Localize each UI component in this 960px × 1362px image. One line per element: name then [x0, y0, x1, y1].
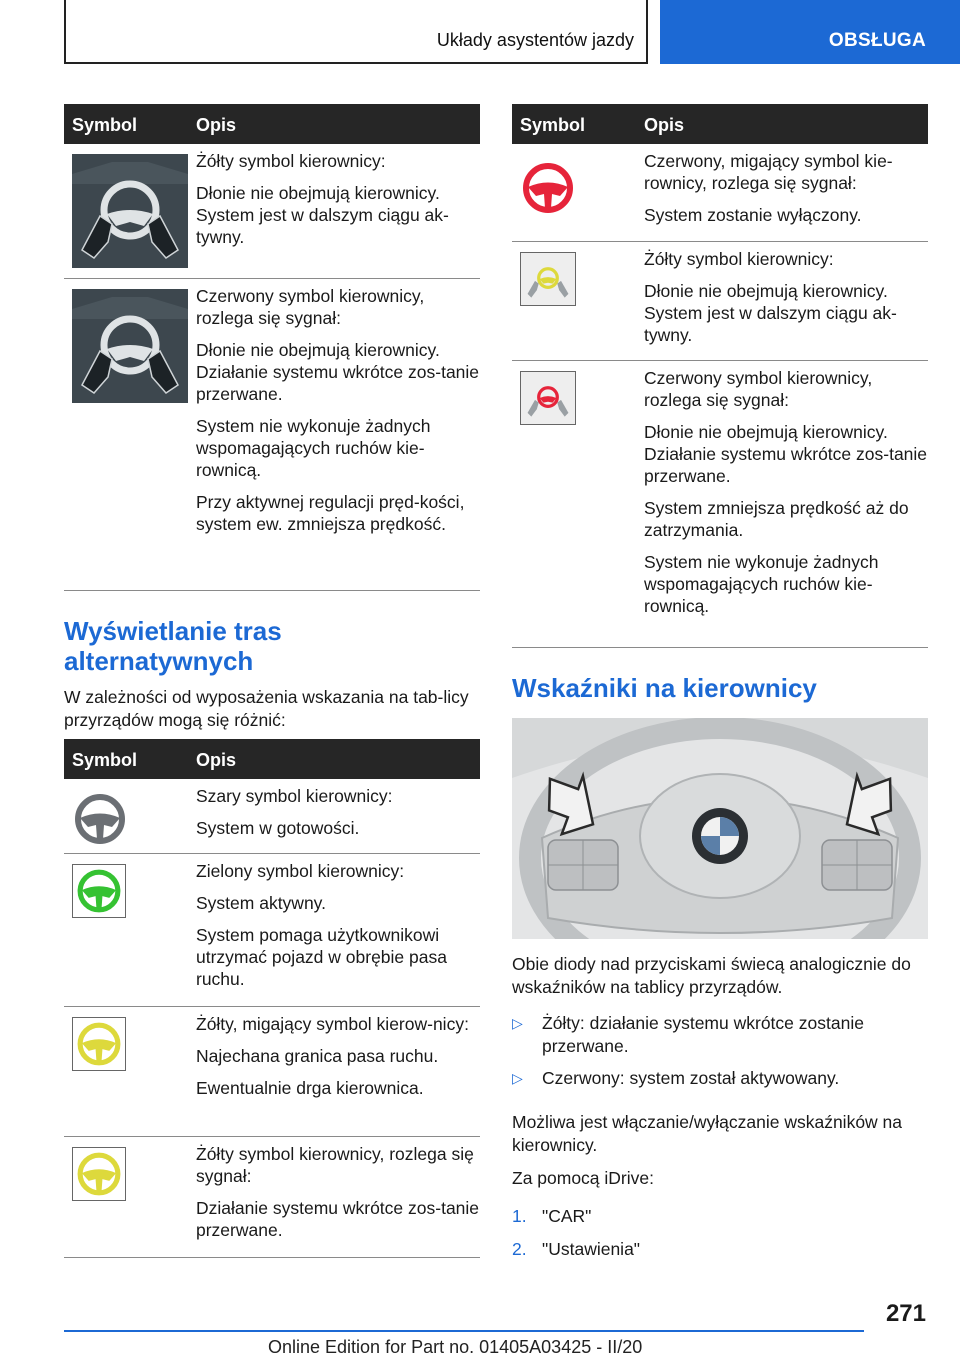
description-line: System nie wykonuje żadnych wspomagających ruchów kie-rownicą.	[196, 416, 431, 480]
column-header-symbol: Symbol	[520, 115, 586, 135]
table-row	[512, 144, 928, 242]
heading-line: alternatywnych	[64, 646, 254, 676]
row-description	[196, 785, 486, 849]
page-number: 271	[885, 1300, 926, 1327]
row-description	[196, 860, 486, 1000]
column-header-symbol: Symbol	[72, 750, 138, 770]
description-line: System zostanie wyłączony.	[644, 205, 862, 225]
bullet-text: Żółty: działanie systemu wkrótce zostanie przerwane.	[542, 1013, 864, 1056]
table-hands-on-indicators	[64, 104, 480, 591]
description-line: Żółty, migający symbol kierow-nicy:	[196, 1014, 469, 1034]
description-line: Ewentualnie drga kierownica.	[196, 1078, 424, 1098]
indicator-description: Obie diody nad przyciskami świecą analogicznie do wskaźników na tablicy przyrządów.	[512, 954, 911, 997]
triangle-bullet-icon: ▷	[512, 1015, 523, 1031]
description-line: Dłonie nie obejmują kierownicy. Działanie systemu wkrótce zos-tanie przerwane.	[644, 422, 928, 486]
table-row	[512, 242, 928, 361]
table-header	[512, 104, 928, 144]
table-row	[64, 779, 480, 854]
description-line: System nie wykonuje żadnych wspomagających ruchów kie-rownicą.	[644, 552, 879, 616]
steering-hands-red-icon	[520, 371, 576, 425]
column-header-description: Opis	[196, 115, 237, 135]
footer-divider	[64, 1330, 864, 1332]
step-number: 2.	[512, 1239, 527, 1259]
header-section-label: OBSŁUGA	[828, 30, 926, 51]
row-description	[644, 248, 934, 356]
steering-hands-photo-icon	[72, 154, 188, 268]
description-line: Dłonie nie obejmują kierownicy. System jest w dalszym ciągu ak-tywny.	[644, 281, 897, 345]
list-item	[512, 1067, 928, 1091]
steering-wheel-yellow-icon	[72, 1017, 126, 1071]
description-line: System aktywny.	[196, 893, 326, 913]
row-description	[644, 150, 934, 236]
section-heading	[64, 616, 282, 676]
steering-wheel-red-icon	[520, 160, 576, 221]
description-line: Najechana granica pasa ruchu.	[196, 1046, 439, 1066]
row-description	[196, 150, 486, 258]
row-description	[644, 367, 934, 627]
description-line: Żółty symbol kierownicy:	[196, 151, 386, 171]
list-item	[512, 1012, 928, 1058]
steering-wheel-gray-icon	[72, 791, 128, 852]
description-line: Czerwony, migający symbol kie-rownicy, rozlega się sygnał:	[644, 151, 893, 193]
step-label: "CAR"	[542, 1206, 592, 1226]
header-section-tab[interactable]	[660, 0, 960, 64]
column-header-symbol: Symbol	[72, 115, 138, 135]
table-row	[64, 144, 480, 279]
header-title-box	[64, 0, 648, 64]
column-header-description: Opis	[644, 115, 685, 135]
description-line: Zielony symbol kierownicy:	[196, 861, 405, 881]
header-title: Układy asystentów jazdy	[436, 30, 634, 50]
steering-wheel-photo	[512, 718, 928, 939]
description-line: Żółty symbol kierownicy, rozlega się sygnał:	[196, 1144, 474, 1186]
table-row	[64, 279, 480, 591]
step-item	[512, 1239, 712, 1263]
table-row	[64, 1137, 480, 1258]
description-line: System zmniejsza prędkość aż do zatrzymania.	[644, 498, 909, 540]
step-number: 1.	[512, 1206, 527, 1226]
step-label: "Ustawienia"	[542, 1239, 641, 1259]
column-header-description: Opis	[196, 750, 237, 770]
steering-hands-photo-icon	[72, 289, 188, 403]
toggle-description: Możliwa jest włączanie/wyłączanie wskaźników na kierownicy.	[512, 1112, 903, 1155]
triangle-bullet-icon: ▷	[512, 1070, 523, 1086]
row-description	[196, 1013, 486, 1109]
heading-line: Wyświetlanie tras	[64, 616, 282, 646]
table-row	[512, 361, 928, 648]
steering-wheel-yellow-icon	[72, 1147, 126, 1201]
table-header	[64, 104, 480, 144]
description-line: Żółty symbol kierownicy:	[644, 249, 834, 269]
description-line: System w gotowości.	[196, 818, 360, 838]
description-line: System pomaga użytkownikowi utrzymać pojazd w obrębie pasa ruchu.	[196, 925, 447, 989]
description-line: Dłonie nie obejmują kierownicy. System jest w dalszym ciągu ak-tywny.	[196, 183, 449, 247]
table-row	[64, 854, 480, 1007]
description-line: Przy aktywnej regulacji pręd-kości, system ew. zmniejsza prędkość.	[196, 492, 465, 534]
description-line: Czerwony symbol kierownicy, rozlega się sygnał:	[196, 286, 425, 328]
row-description	[196, 285, 486, 545]
description-line: Dłonie nie obejmują kierownicy. Działanie systemu wkrótce zos-tanie przerwane.	[196, 340, 480, 404]
bullet-text: Czerwony: system został aktywowany.	[542, 1068, 840, 1088]
description-line: Szary symbol kierownicy:	[196, 786, 393, 806]
step-item	[512, 1206, 712, 1230]
table-lane-assist-indicators	[64, 739, 480, 1258]
table-header	[64, 739, 480, 779]
table-row	[64, 1007, 480, 1137]
description-line: Działanie systemu wkrótce zos-tanie przerwane.	[196, 1198, 480, 1240]
table-hands-on-indicators-continued	[512, 104, 928, 648]
row-description	[196, 1143, 486, 1251]
description-line: Czerwony symbol kierownicy, rozlega się sygnał:	[644, 368, 873, 410]
steering-hands-yellow-icon	[520, 252, 576, 306]
steering-wheel-green-icon	[72, 864, 126, 918]
section-intro: W zależności od wyposażenia wskazania na tab-licy przyrządów mogą się różnić:	[64, 687, 469, 730]
footer-edition: Online Edition for Part no. 01405A03425 - II/20	[268, 1337, 643, 1357]
section-heading: Wskaźniki na kierownicy	[512, 673, 817, 703]
idrive-intro: Za pomocą iDrive:	[512, 1168, 654, 1188]
